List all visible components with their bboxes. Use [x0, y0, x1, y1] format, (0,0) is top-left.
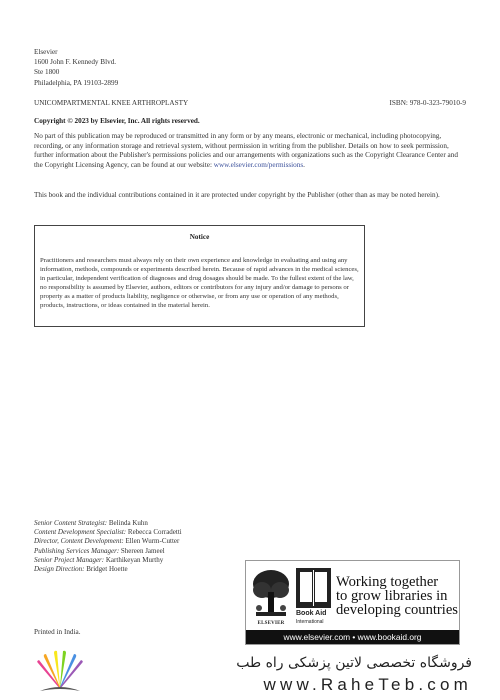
bookaid-label-line1: Book Aid [296, 610, 327, 617]
credit-line [34, 537, 182, 546]
tagline-line: to grow libraries in [336, 588, 448, 604]
permissions-text: No part of this publication may be reproduced or transmitted in any form or by any means, electronic or mechanical, including photocopying, recording, or any information storage and retrieval system, without permission in writing from the publisher. Details on how to seek permission, further information about the Publisher's permissions policies and our arrangements with organizations such as the Copyright Clearance Center and the Copyright Licensing Agency, can be found at our website: [34, 132, 458, 169]
address-line: 1600 John F. Kennedy Blvd. [34, 58, 117, 67]
address-line: Ste 1800 [34, 68, 60, 77]
bookaid-label-line2: International [296, 619, 324, 625]
watermark-site[interactable]: www.RaheTeb.com [263, 675, 472, 694]
credit-role: Director, Content Development: [34, 537, 124, 546]
watermark-banner [0, 645, 500, 700]
printed-in: Printed in India. [34, 628, 81, 636]
credit-name: Ellen Wurm-Cutter [125, 537, 180, 546]
credit-name: Belinda Kuhn [108, 519, 148, 527]
credit-line [34, 565, 182, 574]
credit-name: Karthikeyan Murthy [105, 555, 164, 564]
watermark-persian-text: فروشگاه تخصصی لاتین پزشکی راه طب [236, 655, 472, 671]
permissions-paragraph [34, 132, 466, 170]
bookaid-urls: www.elsevier.com • www.bookaid.org [246, 630, 459, 644]
credit-name: Bridget Hoette [86, 565, 128, 574]
credit-role: Content Development Specialist: [34, 528, 127, 537]
elsevier-tree-logo-icon [250, 568, 292, 620]
credit-role: Senior Content Strategist: [34, 519, 108, 527]
credit-name: Shereen Jameel [120, 546, 165, 555]
notice-box [34, 225, 365, 327]
publisher-address [34, 47, 118, 88]
isbn: ISBN: 978-0-323-79010-9 [389, 99, 466, 107]
credit-line [34, 547, 182, 556]
address-line: Elsevier [34, 48, 58, 56]
credits-list [34, 519, 182, 574]
bookaid-advert [245, 560, 460, 645]
bookaid-label [296, 610, 326, 617]
credit-line [34, 519, 182, 528]
permissions-end: . [303, 160, 305, 169]
book-title: UNICOMPARTMENTAL KNEE ARTHROPLASTY [34, 99, 189, 107]
permissions-link[interactable]: www.elsevier.com/permissions [213, 160, 304, 169]
elsevier-label: ELSEVIER [257, 621, 285, 626]
notice-title: Notice [189, 233, 210, 241]
tagline-line: Working together [336, 574, 439, 590]
tagline-line: developing countries [336, 602, 458, 618]
credit-role: Design Direction: [34, 565, 85, 574]
address-line: Philadelphia, PA 19103-2899 [34, 78, 119, 87]
credit-role: Senior Project Manager: [34, 555, 105, 564]
notice-body: Practitioners and researchers must always rely on their own experience and knowledge in evaluating and using any information, methods, compounds or experiments described herein. Because of rapid advances in the medical sciences, in particular, independent verification of diagnoses and drug dosages should be made. To the fullest extent of the law, no responsibility is assumed by Elsevier, authors, editors or contributors for any injury and/or damage to persons or property as a matter of products liability, negligence or otherwise, or from any use or operation of any methods, products, instructions, or ideas contained in the material herein. [40, 257, 359, 309]
title-isbn-row [34, 99, 466, 107]
book-fan-logo-icon [30, 649, 90, 697]
credit-line [34, 556, 182, 565]
protection-paragraph: This book and the individual contributions contained in it are protected under copyright by the Publisher (other than as may be noted herein). [34, 191, 440, 199]
bookaid-tagline [336, 575, 460, 617]
credit-name: Rebecca Corradetti [127, 528, 182, 537]
copyright-line: Copyright © 2023 by Elsevier, Inc. All rights reserved. [34, 117, 200, 125]
credit-line [34, 528, 182, 537]
credit-role: Publishing Services Manager: [34, 546, 120, 555]
